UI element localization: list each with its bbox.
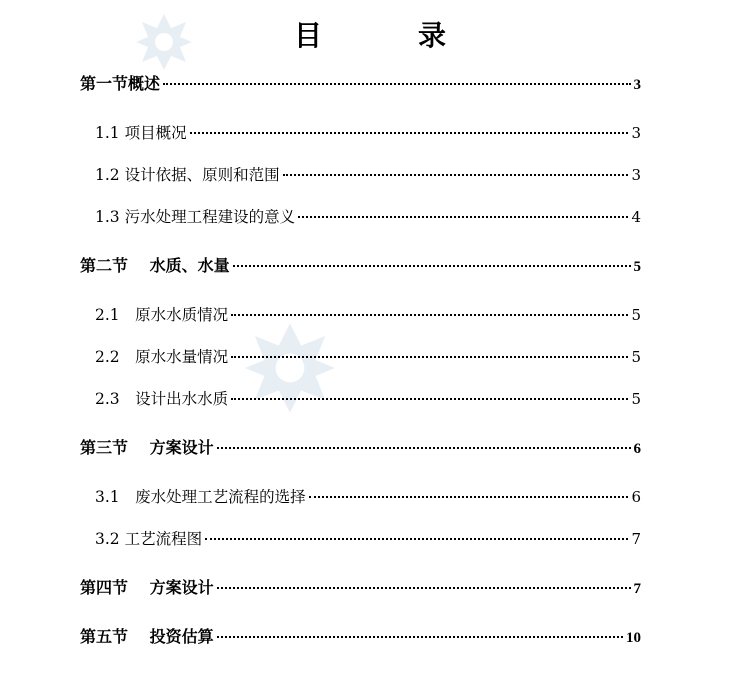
toc-leader-dots [217, 447, 631, 449]
toc-entry-page: 4 [631, 208, 641, 226]
toc-entry-label: 3.1 废水处理工艺流程的选择 [95, 488, 306, 506]
toc-leader-dots [217, 587, 631, 589]
toc-entry-label: 2.1 原水水质情况 [95, 306, 229, 324]
toc-leader-dots [298, 216, 628, 218]
toc-leader-dots [190, 132, 629, 134]
toc-entry-page: 6 [631, 488, 641, 506]
toc-entry[interactable] [95, 387, 641, 411]
toc-entry-page: 6 [633, 441, 641, 457]
toc-leader-dots [283, 174, 629, 176]
toc-entry-label: 1.1 项目概况 [95, 124, 187, 142]
toc-entry[interactable] [95, 345, 641, 369]
toc-entry[interactable] [80, 625, 641, 649]
toc-entry-label: 1.2 设计依据、原则和范围 [95, 166, 280, 184]
toc-entry-page: 7 [631, 530, 641, 548]
toc-leader-dots [163, 83, 630, 85]
toc-entry[interactable] [95, 527, 641, 551]
toc-entry-page: 5 [631, 390, 641, 408]
toc-leader-dots [217, 636, 623, 638]
toc-leader-dots [231, 314, 628, 316]
toc-leader-dots [205, 538, 628, 540]
toc-entry-label: 第一节概述 [80, 74, 161, 93]
toc-leader-dots [231, 398, 628, 400]
toc-entry-label: 2.3 设计出水水质 [95, 390, 229, 408]
toc-entry[interactable] [95, 303, 641, 327]
toc-entry[interactable] [80, 72, 641, 96]
toc-entry-label: 第四节 方案设计 [80, 578, 214, 597]
toc-entry-page: 5 [633, 259, 641, 275]
toc-entry[interactable] [80, 576, 641, 600]
toc-entry-page: 5 [631, 348, 641, 366]
toc-entry-label: 第三节 方案设计 [80, 438, 214, 457]
toc-leader-dots [231, 356, 628, 358]
toc-leader-dots [309, 496, 629, 498]
toc-entry-page: 5 [631, 306, 641, 324]
toc-entry[interactable] [80, 254, 641, 278]
toc-entry-label: 2.2 原水水量情况 [95, 348, 229, 366]
toc-entry-page: 3 [631, 166, 641, 184]
toc-entry-page: 7 [633, 581, 641, 597]
toc-entry-label: 1.3 污水处理工程建设的意义 [95, 208, 296, 226]
toc-entry[interactable] [95, 485, 641, 509]
page-title: 目 录 [293, 19, 480, 52]
toc-entry-label: 第五节 投资估算 [80, 627, 214, 646]
toc-entry[interactable] [95, 205, 641, 229]
toc-entry[interactable] [95, 121, 641, 145]
toc-entry-page: 3 [631, 124, 641, 142]
toc-entry-page: 10 [626, 630, 641, 646]
toc-entry-label: 第二节 水质、水量 [80, 256, 230, 275]
toc-leader-dots [233, 265, 631, 267]
toc-entry[interactable] [95, 163, 641, 187]
toc-entry-label: 3.2 工艺流程图 [95, 530, 203, 548]
toc-entry-page: 3 [633, 77, 641, 93]
toc-entry[interactable] [80, 436, 641, 460]
